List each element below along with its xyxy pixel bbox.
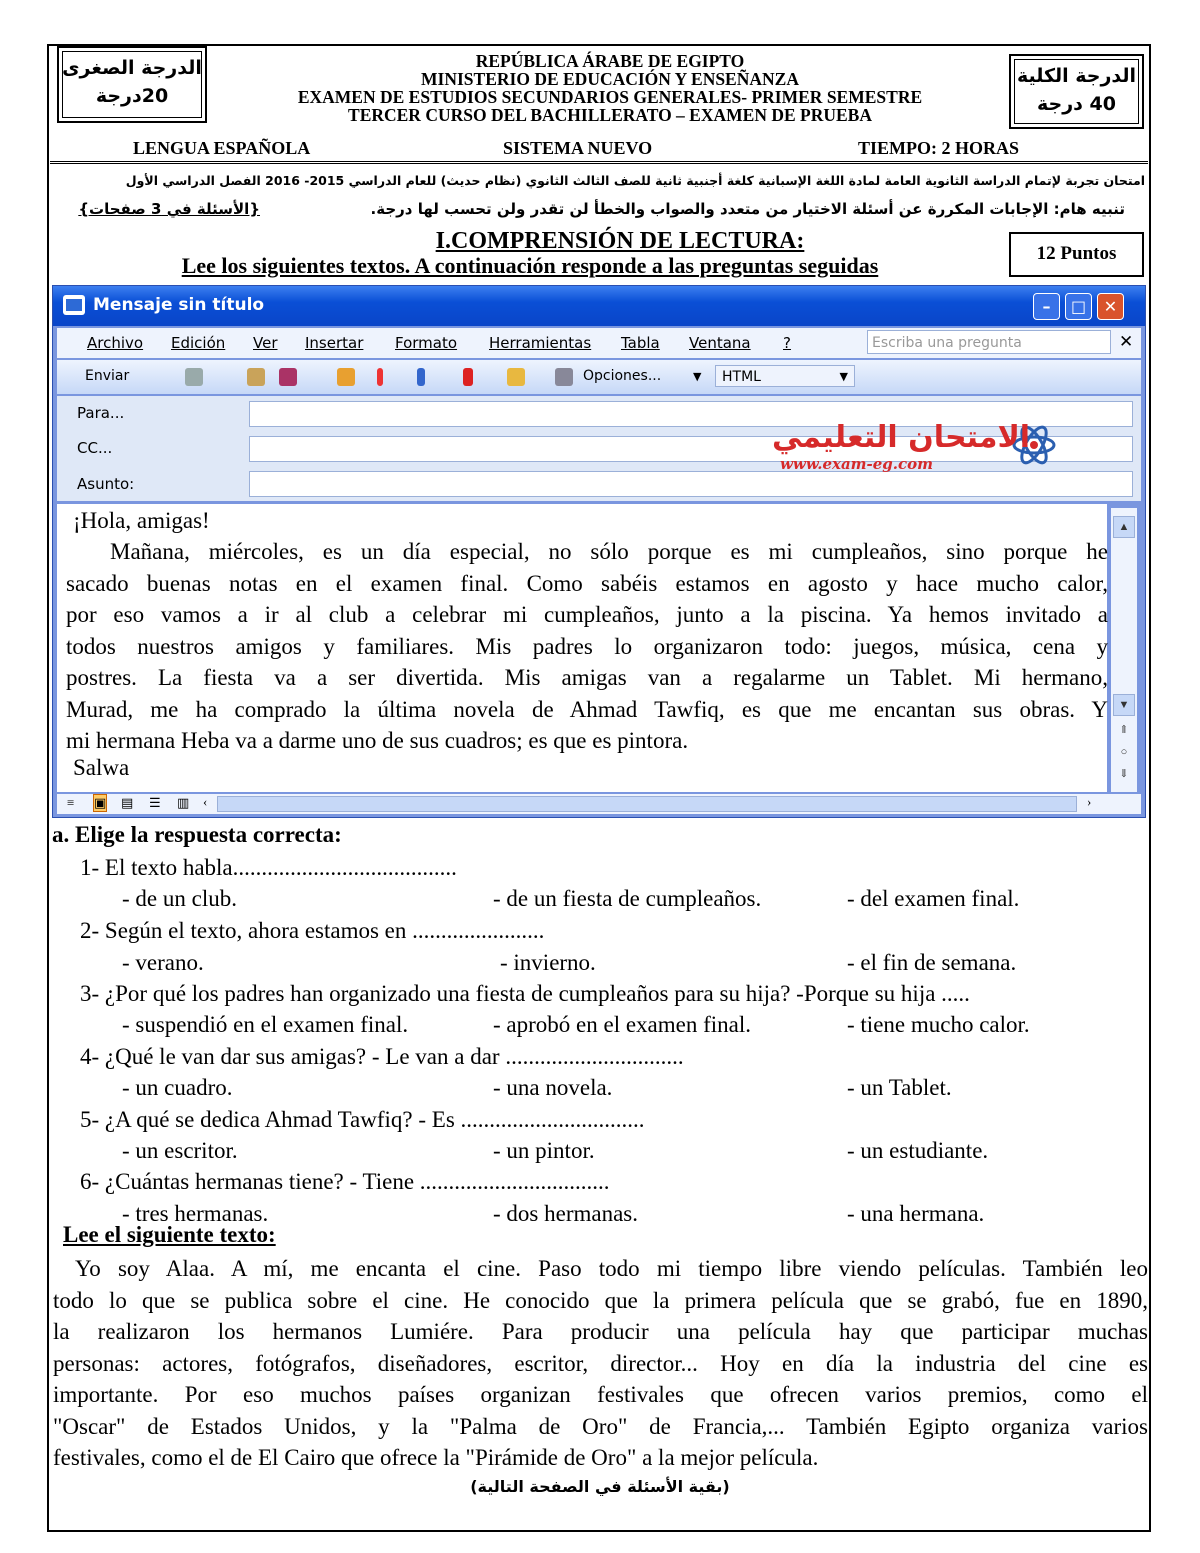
part-a-title-text: a. Elige la respuesta correcta: [52, 822, 342, 847]
attach-icon[interactable] [185, 368, 203, 386]
option: - tres hermanas. [122, 1201, 269, 1226]
arabic-pages-note: {الأسئلة في 3 صفحات} [78, 200, 260, 218]
options-icon[interactable] [555, 368, 573, 386]
email-line: postres. La fiesta va a ser divertida. Mis amigas van a regalarme un Tablet. Mi hermano, [66, 665, 1108, 690]
exam-header [230, 52, 990, 124]
cc-label[interactable]: CC... [77, 439, 113, 457]
option: - un Tablet. [847, 1075, 952, 1100]
menu-herramientas[interactable]: Herramientas [489, 334, 592, 352]
header-line-4: TERCER CURSO DEL BACHILLERATO – EXAMEN DE PRUEBA [348, 105, 872, 125]
min-grade-label: الدرجة الصغرى [62, 57, 202, 79]
menu-tabla[interactable]: Tabla [621, 334, 660, 352]
header-line-2: MINISTERIO DE EDUCACIÓN Y ENSEÑANZA [421, 69, 799, 89]
menu-insertar[interactable]: Insertar [305, 334, 364, 352]
format-select-value: HTML [722, 369, 761, 385]
window-titlebar[interactable] [53, 286, 1145, 326]
menu-ver[interactable]: Ver [253, 334, 278, 352]
option: - suspendió en el examen final. [122, 1012, 409, 1037]
question-3: 3- ¿Por qué los padres han organizado una fiesta de cumpleaños para su hija? -Porque su hija ..... [80, 981, 970, 1006]
email-line: Murad, me ha comprado la última novela de Ahmad Tawfiq, es que me encantan sus obras. Y [66, 696, 1108, 722]
send-button[interactable]: Enviar [85, 368, 130, 384]
email-line: por eso vamos a ir al club a celebrar mi cumpleaños, junto a la piscina. Ya hemos invitado a [66, 602, 1108, 627]
option: - verano. [122, 950, 204, 975]
email-line: Mañana, miércoles, es un día especial, no sólo porque es mi cumpleaños, sino porque he [110, 539, 1108, 564]
reading-line: festivales, como el de El Cairo que ofrece la "Pirámide de Oro" a la mejor película. [53, 1445, 819, 1470]
scroll-down-button[interactable]: ▼ [1113, 694, 1135, 716]
options-button[interactable]: Opciones... [583, 368, 662, 384]
scroll-right-icon[interactable]: › [1087, 794, 1092, 809]
close-button[interactable]: ✕ [1097, 293, 1124, 320]
system: SISTEMA NUEVO [503, 138, 653, 158]
option: - una hermana. [847, 1201, 985, 1226]
reading-2-title: Lee el siguiente texto: [63, 1222, 276, 1247]
arabic-warning: تنبيه هام: الإجابات المكررة عن أسئلة الاختيار من متعدد والصواب والخطأ لن تقدر ولن تحسب لها درجة. [370, 200, 1125, 218]
option: - dos hermanas. [493, 1201, 638, 1226]
subject-label: Asunto: [77, 475, 135, 493]
min-grade-box [57, 46, 207, 123]
minimize-button[interactable]: – [1033, 293, 1060, 320]
address-book-icon[interactable] [247, 368, 265, 386]
menu-bar [57, 328, 1141, 358]
email-paragraph [66, 536, 1108, 757]
min-grade-value: 20درجة [95, 85, 169, 107]
web-view-icon[interactable]: ▣ [94, 795, 107, 810]
reading-line: importante. Por eso muchos países organizan festivales que ofrecen varios premios, como el [53, 1382, 1148, 1407]
arabic-exam-title: امتحان تجربة لإتمام الدراسة الثانوية العامة لمادة اللغة الإسبانية كلغة أجنبية ثانية للصف الثالث الثانوي (نظام حديث) للعام الدراسي 2015- 2016 الفصل الدراسي الأول [125, 173, 1145, 188]
check-names-icon[interactable] [279, 368, 297, 386]
close-doc-icon[interactable]: ✕ [1119, 332, 1134, 352]
reading-line: todo lo que se publica sobre el cine. He conocido que la primera película que se grabó, fue en 1890, [53, 1287, 1148, 1313]
option: - aprobó en el examen final. [493, 1012, 751, 1037]
reading-line: personas: actores, fotógrafos, diseñadores, escritor, director... Hoy en día la industria del cine es [53, 1350, 1148, 1376]
view-bar [57, 794, 1141, 814]
part-a-title [52, 822, 342, 848]
reading-line: la realizaron los hermanos Lumiére. Para producir una película hay que participar muchas [53, 1319, 1148, 1344]
menu-help[interactable]: ? [783, 334, 791, 352]
question-4: 4- ¿Qué le van dar sus amigas? - Le van a dar ............................... [80, 1044, 684, 1069]
email-line: sacado buenas notas en el examen final. Como sabéis estamos en agosto y hace mucho calor, [66, 570, 1108, 596]
chevron-down-icon: ▼ [839, 370, 848, 383]
section-instructions: Lee los siguientes textos. A continuación responde a las preguntas seguidas [181, 253, 879, 278]
email-line: todos nuestros amigos y familiares. Mis padres lo organizaron todo: juegos, música, cena y [66, 633, 1108, 659]
header-line-3: EXAMEN DE ESTUDIOS SECUNDARIOS GENERALES- PRIMER SEMESTRE [297, 87, 923, 107]
vertical-scrollbar[interactable] [1111, 508, 1137, 792]
option: - de un club. [122, 886, 237, 911]
question-5: 5- ¿A qué se dedica Ahmad Tawfiq? - Es ................................ [80, 1107, 645, 1132]
horizontal-scrollbar[interactable] [217, 796, 1077, 812]
folder-icon[interactable] [507, 368, 525, 386]
option: - del examen final. [847, 886, 1020, 911]
next-page-button[interactable]: ⇓ [1113, 764, 1135, 786]
header-line-1: REPÚBLICA ÁRABE DE EGIPTO [475, 51, 745, 71]
divider [50, 163, 1148, 164]
toolbar [57, 360, 1141, 394]
high-importance-icon[interactable] [377, 368, 383, 386]
max-grade-label: الدرجة الكلية [1016, 65, 1137, 87]
option: - de un fiesta de cumpleaños. [493, 886, 762, 911]
option: - un pintor. [493, 1138, 595, 1163]
options-dropdown-icon[interactable]: ▼ [693, 370, 702, 383]
divider [50, 161, 1148, 162]
flag-icon[interactable] [463, 368, 473, 386]
browse-object-button[interactable]: ○ [1113, 742, 1135, 764]
subject-field[interactable] [249, 471, 1133, 497]
question-2: 2- Según el texto, ahora estamos en ....................... [80, 918, 545, 943]
option: - un cuadro. [122, 1075, 233, 1100]
footer-note: (بقية الأسئلة في الصفحة التالية) [470, 1477, 730, 1496]
format-select[interactable] [715, 365, 855, 387]
points-box: 12 Puntos [1009, 232, 1144, 277]
option: - invierno. [500, 950, 596, 975]
option: - un escritor. [122, 1138, 238, 1163]
option: - un estudiante. [847, 1138, 989, 1163]
email-line: mi hermana Heba va a darme uno de sus cuadros; es que es pintora. [66, 728, 689, 753]
reading-line: Yo soy Alaa. A mí, me encanta el cine. Paso todo mi tiempo libre viendo películas. También leo [75, 1256, 1148, 1281]
window-title: Mensaje sin título [93, 295, 265, 315]
reading-line: "Oscar" de Estados Unidos, y la "Palma de Oro" de Francia,... También Egipto organiza varios [53, 1413, 1148, 1439]
section-title: I.COMPRENSIÓN DE LECTURA: [435, 228, 805, 254]
ask-question-input[interactable]: Escriba una pregunta [867, 330, 1111, 354]
reading-2-text [53, 1253, 1148, 1474]
to-label[interactable]: Para... [77, 404, 125, 422]
envelope-icon[interactable] [337, 368, 355, 386]
time: TIEMPO: 2 HORAS [858, 138, 1020, 158]
watermark-arabic: الامتحان التعليمي [772, 420, 1031, 455]
menu-archivo[interactable]: Archivo [87, 334, 144, 352]
option: - tiene mucho calor. [847, 1012, 1030, 1037]
scroll-left-icon[interactable]: ‹ [203, 794, 208, 809]
menu-formato[interactable]: Formato [395, 334, 458, 352]
question-1: 1- El texto habla....................................... [80, 855, 457, 880]
menu-edicion[interactable]: Edición [171, 334, 226, 352]
reading-view-icon[interactable]: ▥ [177, 795, 190, 810]
option: - el fin de semana. [847, 950, 1017, 975]
menu-ventana[interactable]: Ventana [689, 334, 751, 352]
question-6: 6- ¿Cuántas hermanas tiene? - Tiene ................................. [80, 1169, 610, 1194]
subject: LENGUA ESPAÑOLA [133, 138, 311, 158]
email-greeting: ¡Hola, amigas! [73, 508, 210, 533]
normal-view-icon[interactable]: ≡ [67, 795, 75, 810]
max-grade-value: 40 درجة [1037, 93, 1116, 115]
print-view-icon[interactable]: ▤ [121, 795, 134, 810]
watermark-url: www.exam-eg.com [780, 455, 934, 473]
maximize-button[interactable]: □ [1065, 293, 1092, 320]
max-grade-box [1009, 54, 1144, 129]
email-signature: Salwa [73, 755, 130, 780]
option: - una novela. [493, 1075, 613, 1100]
outline-view-icon[interactable]: ☰ [149, 795, 161, 810]
prev-page-button[interactable]: ⇑ [1113, 720, 1135, 742]
scroll-up-button[interactable]: ▲ [1113, 516, 1135, 538]
mail-icon [63, 295, 85, 315]
low-importance-icon[interactable] [417, 368, 425, 386]
